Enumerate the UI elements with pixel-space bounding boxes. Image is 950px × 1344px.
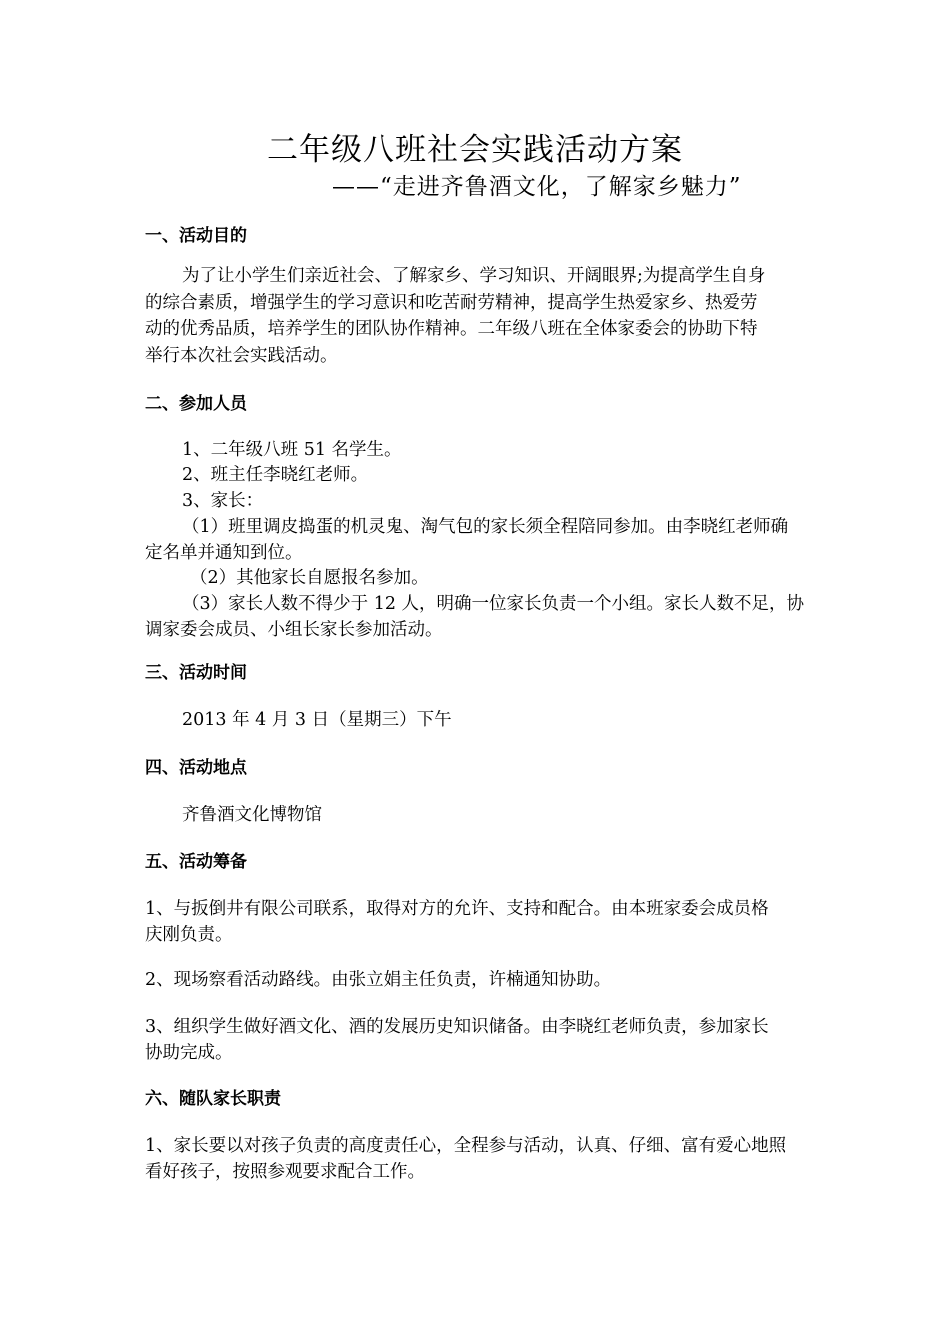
list-item: （1）班里调皮捣蛋的机灵鬼、淘气包的家长须全程陪同参加。由李晓红老师确 <box>182 517 789 537</box>
section-heading-parent-duties: 六、随队家长职责 <box>145 1089 281 1109</box>
section-heading-preparation: 五、活动筹备 <box>145 852 247 872</box>
document-subtitle: ——“走进齐鲁酒文化，了解家乡魅力” <box>332 174 742 200</box>
list-item: 1、二年级八班 51 名学生。 <box>182 440 402 460</box>
paragraph-line: 举行本次社会实践活动。 <box>145 346 338 366</box>
list-item: 协助完成。 <box>145 1043 233 1063</box>
activity-location: 齐鲁酒文化博物馆 <box>182 805 322 825</box>
list-item: 1、家长要以对孩子负责的高度责任心，全程参与活动，认真、仔细、富有爱心地照 <box>145 1136 787 1156</box>
list-item: 看好孩子，按照参观要求配合工作。 <box>145 1162 425 1182</box>
list-item: 庆刚负责。 <box>145 925 233 945</box>
list-item: 2、班主任李晓红老师。 <box>182 465 369 485</box>
list-item: 3、家长： <box>182 491 264 511</box>
list-item: 2、现场察看活动路线。由张立娟主任负责，许楠通知协助。 <box>145 970 612 990</box>
list-item: 1、与扳倒井有限公司联系，取得对方的允许、支持和配合。由本班家委会成员格 <box>145 899 769 919</box>
list-item: 调家委会成员、小组长家长参加活动。 <box>145 620 443 640</box>
section-heading-time: 三、活动时间 <box>145 663 247 683</box>
section-heading-purpose: 一、活动目的 <box>145 226 247 246</box>
paragraph-line: 动的优秀品质，培养学生的团队协作精神。二年级八班在全体家委会的协助下特 <box>145 319 758 339</box>
section-heading-participants: 二、参加人员 <box>145 394 247 414</box>
paragraph-line: 为了让小学生们亲近社会、了解家乡、学习知识、开阔眼界;为提高学生自身 <box>182 266 766 286</box>
list-item: 3、组织学生做好酒文化、酒的发展历史知识储备。由李晓红老师负责，参加家长 <box>145 1017 769 1037</box>
list-item: （2）其他家长自愿报名参加。 <box>190 568 429 588</box>
paragraph-line: 的综合素质，增强学生的学习意识和吃苦耐劳精神，提高学生热爱家乡、热爱劳 <box>145 293 758 313</box>
list-item: （3）家长人数不得少于 12 人，明确一位家长负责一个小组。家长人数不足，协 <box>182 594 805 614</box>
document-title: 二年级八班社会实践活动方案 <box>267 132 683 168</box>
list-item: 定名单并通知到位。 <box>145 543 303 563</box>
section-heading-location: 四、活动地点 <box>145 758 247 778</box>
activity-time: 2013 年 4 月 3 日（星期三）下午 <box>182 710 452 730</box>
